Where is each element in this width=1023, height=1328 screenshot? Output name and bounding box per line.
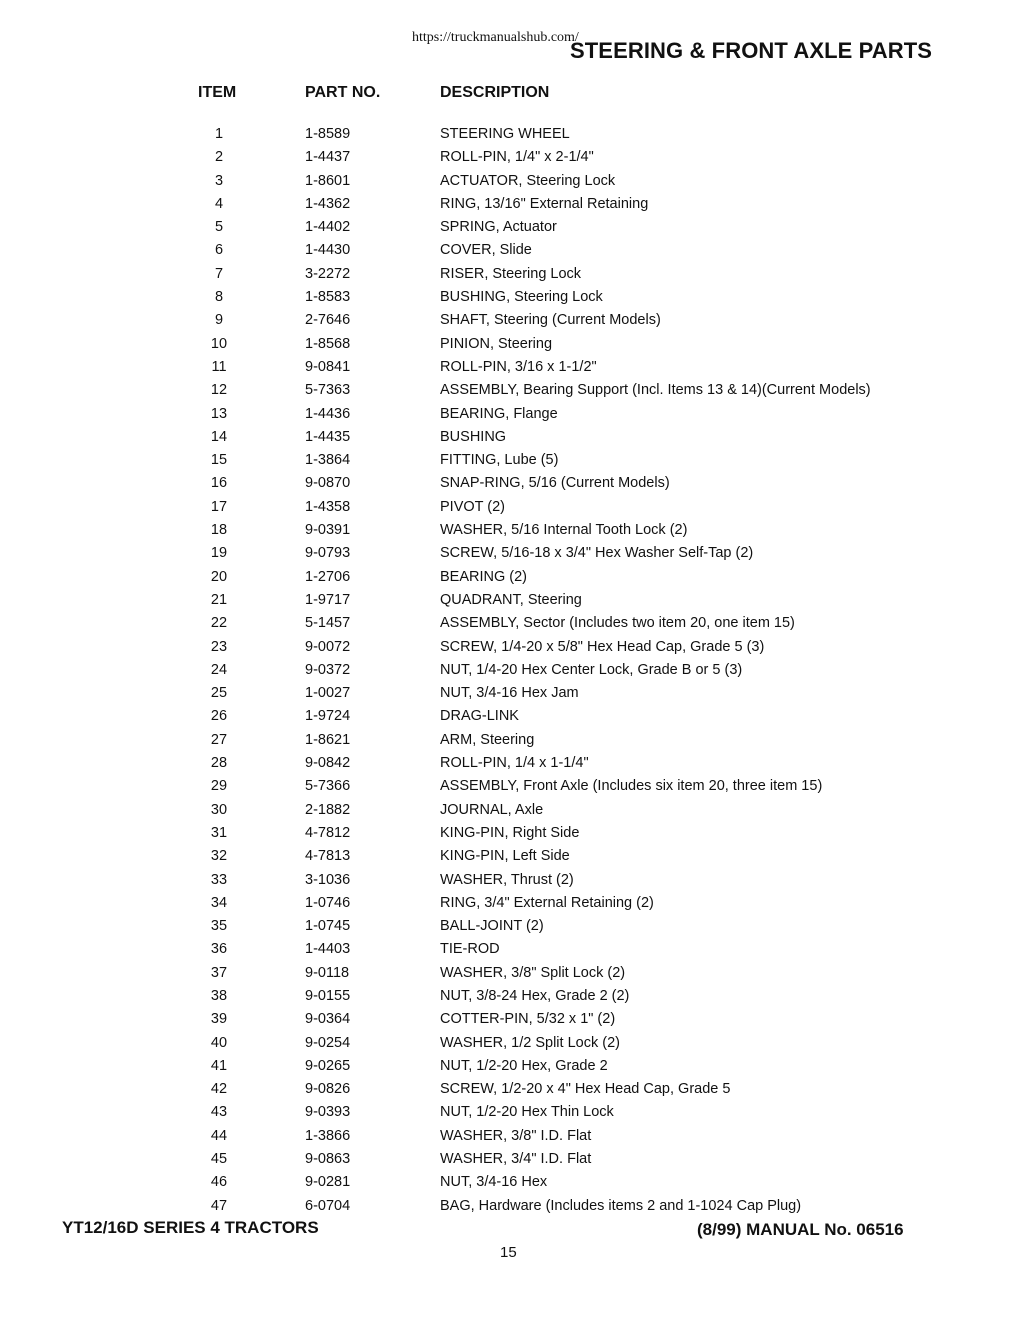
table-row bbox=[0, 286, 1023, 309]
table-row bbox=[0, 985, 1023, 1008]
item-number: 46 bbox=[210, 1174, 228, 1191]
part-number: 1-8568 bbox=[305, 335, 351, 352]
footer-manual-number: (8/99) MANUAL No. 06516 bbox=[697, 1220, 904, 1239]
part-description: TIE-ROD bbox=[440, 941, 500, 958]
part-number: 5-7366 bbox=[305, 778, 351, 795]
table-row bbox=[0, 472, 1023, 495]
part-number: 3-2272 bbox=[305, 265, 351, 282]
item-number: 12 bbox=[210, 382, 228, 399]
part-description: ROLL-PIN, 1/4" x 2-1/4" bbox=[440, 149, 594, 166]
table-row bbox=[0, 938, 1023, 961]
page-title: STEERING & FRONT AXLE PARTS bbox=[570, 38, 933, 63]
table-row bbox=[0, 659, 1023, 682]
table-row bbox=[0, 263, 1023, 286]
item-number: 33 bbox=[210, 871, 228, 888]
item-number: 45 bbox=[210, 1151, 228, 1168]
part-description: ROLL-PIN, 1/4 x 1-1/4" bbox=[440, 755, 589, 772]
parts-list bbox=[0, 123, 1023, 1218]
part-number: 9-0364 bbox=[305, 1011, 351, 1028]
table-row bbox=[0, 892, 1023, 915]
part-description: SNAP-RING, 5/16 (Current Models) bbox=[440, 475, 670, 492]
part-description: RING, 3/4" External Retaining (2) bbox=[440, 894, 654, 911]
part-number: 1-0746 bbox=[305, 894, 351, 911]
part-number: 1-8601 bbox=[305, 172, 351, 189]
part-number: 1-4362 bbox=[305, 195, 351, 212]
header-description: DESCRIPTION bbox=[440, 84, 550, 101]
item-number: 17 bbox=[210, 498, 228, 515]
part-description: ARM, Steering bbox=[440, 731, 535, 748]
table-row bbox=[0, 309, 1023, 332]
item-number: 30 bbox=[210, 801, 228, 818]
part-description: ACTUATOR, Steering Lock bbox=[440, 172, 616, 189]
part-description: NUT, 3/4-16 Hex Jam bbox=[440, 685, 579, 702]
table-row bbox=[0, 1171, 1023, 1194]
part-description: KING-PIN, Right Side bbox=[440, 824, 580, 841]
part-number: 5-7363 bbox=[305, 382, 351, 399]
item-number: 28 bbox=[210, 755, 228, 772]
item-number: 6 bbox=[214, 242, 224, 259]
part-description: NUT, 1/2-20 Hex Thin Lock bbox=[440, 1104, 614, 1121]
part-number: 1-8583 bbox=[305, 289, 351, 306]
footer-series: YT12/16D SERIES 4 TRACTORS bbox=[62, 1218, 319, 1237]
item-number: 41 bbox=[210, 1057, 228, 1074]
part-number: 9-0118 bbox=[305, 964, 350, 981]
part-description: NUT, 1/4-20 Hex Center Lock, Grade B or 5 (3) bbox=[440, 661, 743, 678]
part-description: BUSHING bbox=[440, 428, 507, 445]
part-number: 1-4437 bbox=[305, 149, 351, 166]
part-number: 9-0870 bbox=[305, 475, 351, 492]
table-row bbox=[0, 845, 1023, 868]
item-number: 1 bbox=[214, 126, 224, 142]
item-number: 9 bbox=[214, 312, 224, 329]
table-row bbox=[0, 1101, 1023, 1124]
table-row bbox=[0, 636, 1023, 659]
item-number: 38 bbox=[210, 987, 228, 1004]
part-description: SCREW, 5/16-18 x 3/4" Hex Washer Self-Tap (2) bbox=[440, 545, 754, 562]
table-row bbox=[0, 403, 1023, 426]
part-number: 9-0372 bbox=[305, 661, 351, 678]
item-number: 4 bbox=[214, 195, 224, 212]
part-number: 1-2706 bbox=[305, 568, 351, 585]
part-number: 6-0704 bbox=[305, 1197, 351, 1214]
part-number: 1-0027 bbox=[305, 685, 351, 702]
table-row bbox=[0, 1078, 1023, 1101]
table-row bbox=[0, 612, 1023, 635]
table-row bbox=[0, 1055, 1023, 1078]
item-number: 21 bbox=[210, 591, 228, 608]
table-row bbox=[0, 449, 1023, 472]
part-number: 1-9724 bbox=[305, 708, 351, 725]
table-row bbox=[0, 705, 1023, 728]
part-number: 1-4403 bbox=[305, 941, 351, 958]
item-number: 43 bbox=[210, 1104, 228, 1121]
part-number: 9-0265 bbox=[305, 1057, 351, 1074]
table-row bbox=[0, 1032, 1023, 1055]
table-row bbox=[0, 869, 1023, 892]
part-description: DRAG-LINK bbox=[440, 708, 519, 725]
part-number: 4-7813 bbox=[305, 848, 351, 865]
table-row bbox=[0, 333, 1023, 356]
table-row bbox=[0, 1008, 1023, 1031]
header-part-no: PART NO. bbox=[305, 84, 381, 101]
part-number: 9-0254 bbox=[305, 1034, 351, 1051]
part-number: 1-4435 bbox=[305, 428, 351, 445]
part-number: 1-4358 bbox=[305, 498, 351, 515]
table-row bbox=[0, 426, 1023, 449]
item-number: 31 bbox=[210, 824, 228, 841]
item-number: 32 bbox=[210, 848, 228, 865]
part-number: 1-8621 bbox=[305, 731, 351, 748]
item-number: 47 bbox=[210, 1197, 228, 1214]
table-row bbox=[0, 193, 1023, 216]
part-description: PINION, Steering bbox=[440, 335, 553, 352]
part-description: SCREW, 1/4-20 x 5/8" Hex Head Cap, Grade 5 (3) bbox=[440, 638, 765, 655]
item-number: 34 bbox=[210, 894, 228, 911]
table-row bbox=[0, 356, 1023, 379]
table-row bbox=[0, 496, 1023, 519]
table-row bbox=[0, 216, 1023, 239]
part-description: WASHER, 3/8" I.D. Flat bbox=[440, 1127, 592, 1144]
item-number: 29 bbox=[210, 778, 228, 795]
part-description: KING-PIN, Left Side bbox=[440, 848, 570, 865]
item-number: 2 bbox=[214, 149, 224, 166]
table-row bbox=[0, 519, 1023, 542]
part-description: SHAFT, Steering (Current Models) bbox=[440, 312, 661, 329]
part-number: 1-3866 bbox=[305, 1127, 351, 1144]
part-number: 1-3864 bbox=[305, 452, 351, 469]
part-number: 9-0072 bbox=[305, 638, 351, 655]
table-row bbox=[0, 682, 1023, 705]
item-number: 27 bbox=[210, 731, 228, 748]
table-row bbox=[0, 822, 1023, 845]
item-number: 19 bbox=[210, 545, 228, 562]
item-number: 8 bbox=[214, 289, 224, 306]
item-number: 26 bbox=[210, 708, 228, 725]
table-row bbox=[0, 775, 1023, 798]
part-description: WASHER, 1/2 Split Lock (2) bbox=[440, 1034, 620, 1051]
part-description: WASHER, 3/8" Split Lock (2) bbox=[440, 964, 626, 981]
part-description: ASSEMBLY, Bearing Support (Incl. Items 13 & 14)(Current Models) bbox=[440, 382, 871, 399]
item-number: 5 bbox=[214, 219, 224, 236]
part-description: NUT, 3/8-24 Hex, Grade 2 (2) bbox=[440, 987, 630, 1004]
part-description: BALL-JOINT (2) bbox=[440, 918, 544, 935]
table-row bbox=[0, 542, 1023, 565]
part-number: 4-7812 bbox=[305, 824, 351, 841]
part-description: WASHER, 5/16 Internal Tooth Lock (2) bbox=[440, 522, 688, 539]
part-number: 9-0281 bbox=[305, 1174, 351, 1191]
item-number: 22 bbox=[210, 615, 228, 632]
item-number: 42 bbox=[210, 1081, 228, 1098]
item-number: 36 bbox=[210, 941, 228, 958]
item-number: 35 bbox=[210, 918, 228, 935]
part-number: 1-4430 bbox=[305, 242, 351, 259]
part-description: COTTER-PIN, 5/32 x 1" (2) bbox=[440, 1011, 616, 1028]
table-row bbox=[0, 1195, 1023, 1218]
table-row bbox=[0, 146, 1023, 169]
part-number: 9-0155 bbox=[305, 987, 351, 1004]
item-number: 23 bbox=[210, 638, 228, 655]
part-description: BEARING, Flange bbox=[440, 405, 558, 422]
header-item: ITEM bbox=[198, 84, 237, 101]
item-number: 18 bbox=[210, 522, 228, 539]
part-description: ASSEMBLY, Sector (Includes two item 20, one item 15) bbox=[440, 615, 795, 632]
part-description: QUADRANT, Steering bbox=[440, 591, 582, 608]
page-number: 15 bbox=[500, 1244, 517, 1261]
part-description: SPRING, Actuator bbox=[440, 219, 557, 236]
part-description: RISER, Steering Lock bbox=[440, 265, 582, 282]
table-row bbox=[0, 752, 1023, 775]
table-row bbox=[0, 589, 1023, 612]
part-number: 1-4436 bbox=[305, 405, 351, 422]
part-description: BAG, Hardware (Includes items 2 and 1-1024 Cap Plug) bbox=[440, 1197, 802, 1214]
part-description: FITTING, Lube (5) bbox=[440, 452, 559, 469]
part-description: PIVOT (2) bbox=[440, 498, 505, 515]
table-row bbox=[0, 915, 1023, 938]
table-row bbox=[0, 170, 1023, 193]
part-number: 9-0841 bbox=[305, 358, 351, 375]
part-description: COVER, Slide bbox=[440, 242, 532, 259]
part-number: 9-0393 bbox=[305, 1104, 351, 1121]
part-number: 1-8589 bbox=[305, 126, 351, 142]
part-number: 9-0826 bbox=[305, 1081, 351, 1098]
part-number: 3-1036 bbox=[305, 871, 351, 888]
part-description: JOURNAL, Axle bbox=[440, 801, 544, 818]
item-number: 11 bbox=[211, 358, 227, 375]
item-number: 44 bbox=[210, 1127, 228, 1144]
part-description: BUSHING, Steering Lock bbox=[440, 289, 603, 306]
part-number: 1-4402 bbox=[305, 219, 351, 236]
item-number: 16 bbox=[210, 475, 228, 492]
part-number: 1-0745 bbox=[305, 918, 351, 935]
part-description: BEARING (2) bbox=[440, 568, 528, 585]
item-number: 20 bbox=[210, 568, 228, 585]
part-description: RING, 13/16" External Retaining bbox=[440, 195, 649, 212]
part-number: 2-7646 bbox=[305, 312, 351, 329]
table-row bbox=[0, 1148, 1023, 1171]
table-row bbox=[0, 962, 1023, 985]
item-number: 24 bbox=[210, 661, 228, 678]
table-row bbox=[0, 379, 1023, 402]
item-number: 40 bbox=[210, 1034, 228, 1051]
part-description: SCREW, 1/2-20 x 4" Hex Head Cap, Grade 5 bbox=[440, 1081, 731, 1098]
item-number: 3 bbox=[214, 172, 224, 189]
item-number: 25 bbox=[210, 685, 228, 702]
table-row bbox=[0, 729, 1023, 752]
part-number: 9-0793 bbox=[305, 545, 351, 562]
item-number: 15 bbox=[210, 452, 228, 469]
part-description: ASSEMBLY, Front Axle (Includes six item 20, three item 15) bbox=[440, 778, 823, 795]
item-number: 37 bbox=[210, 964, 228, 981]
part-number: 9-0391 bbox=[305, 522, 351, 539]
item-number: 10 bbox=[210, 335, 228, 352]
item-number: 7 bbox=[214, 265, 224, 282]
part-number: 2-1882 bbox=[305, 801, 351, 818]
part-number: 9-0842 bbox=[305, 755, 351, 772]
part-description: NUT, 1/2-20 Hex, Grade 2 bbox=[440, 1057, 608, 1074]
table-row bbox=[0, 123, 1023, 146]
part-description: WASHER, 3/4" I.D. Flat bbox=[440, 1151, 592, 1168]
table-row bbox=[0, 1125, 1023, 1148]
part-description: ROLL-PIN, 3/16 x 1-1/2" bbox=[440, 358, 597, 375]
table-row bbox=[0, 799, 1023, 822]
part-description: STEERING WHEEL bbox=[440, 126, 570, 142]
part-number: 9-0863 bbox=[305, 1151, 351, 1168]
table-row bbox=[0, 239, 1023, 262]
item-number: 39 bbox=[210, 1011, 228, 1028]
item-number: 14 bbox=[210, 428, 228, 445]
part-number: 1-9717 bbox=[305, 591, 351, 608]
part-description: NUT, 3/4-16 Hex bbox=[440, 1174, 548, 1191]
part-description: WASHER, Thrust (2) bbox=[440, 871, 574, 888]
part-number: 5-1457 bbox=[305, 615, 351, 632]
item-number: 13 bbox=[210, 405, 228, 422]
source-url[interactable]: https://truckmanualshub.com/ bbox=[412, 30, 579, 45]
table-row bbox=[0, 566, 1023, 589]
